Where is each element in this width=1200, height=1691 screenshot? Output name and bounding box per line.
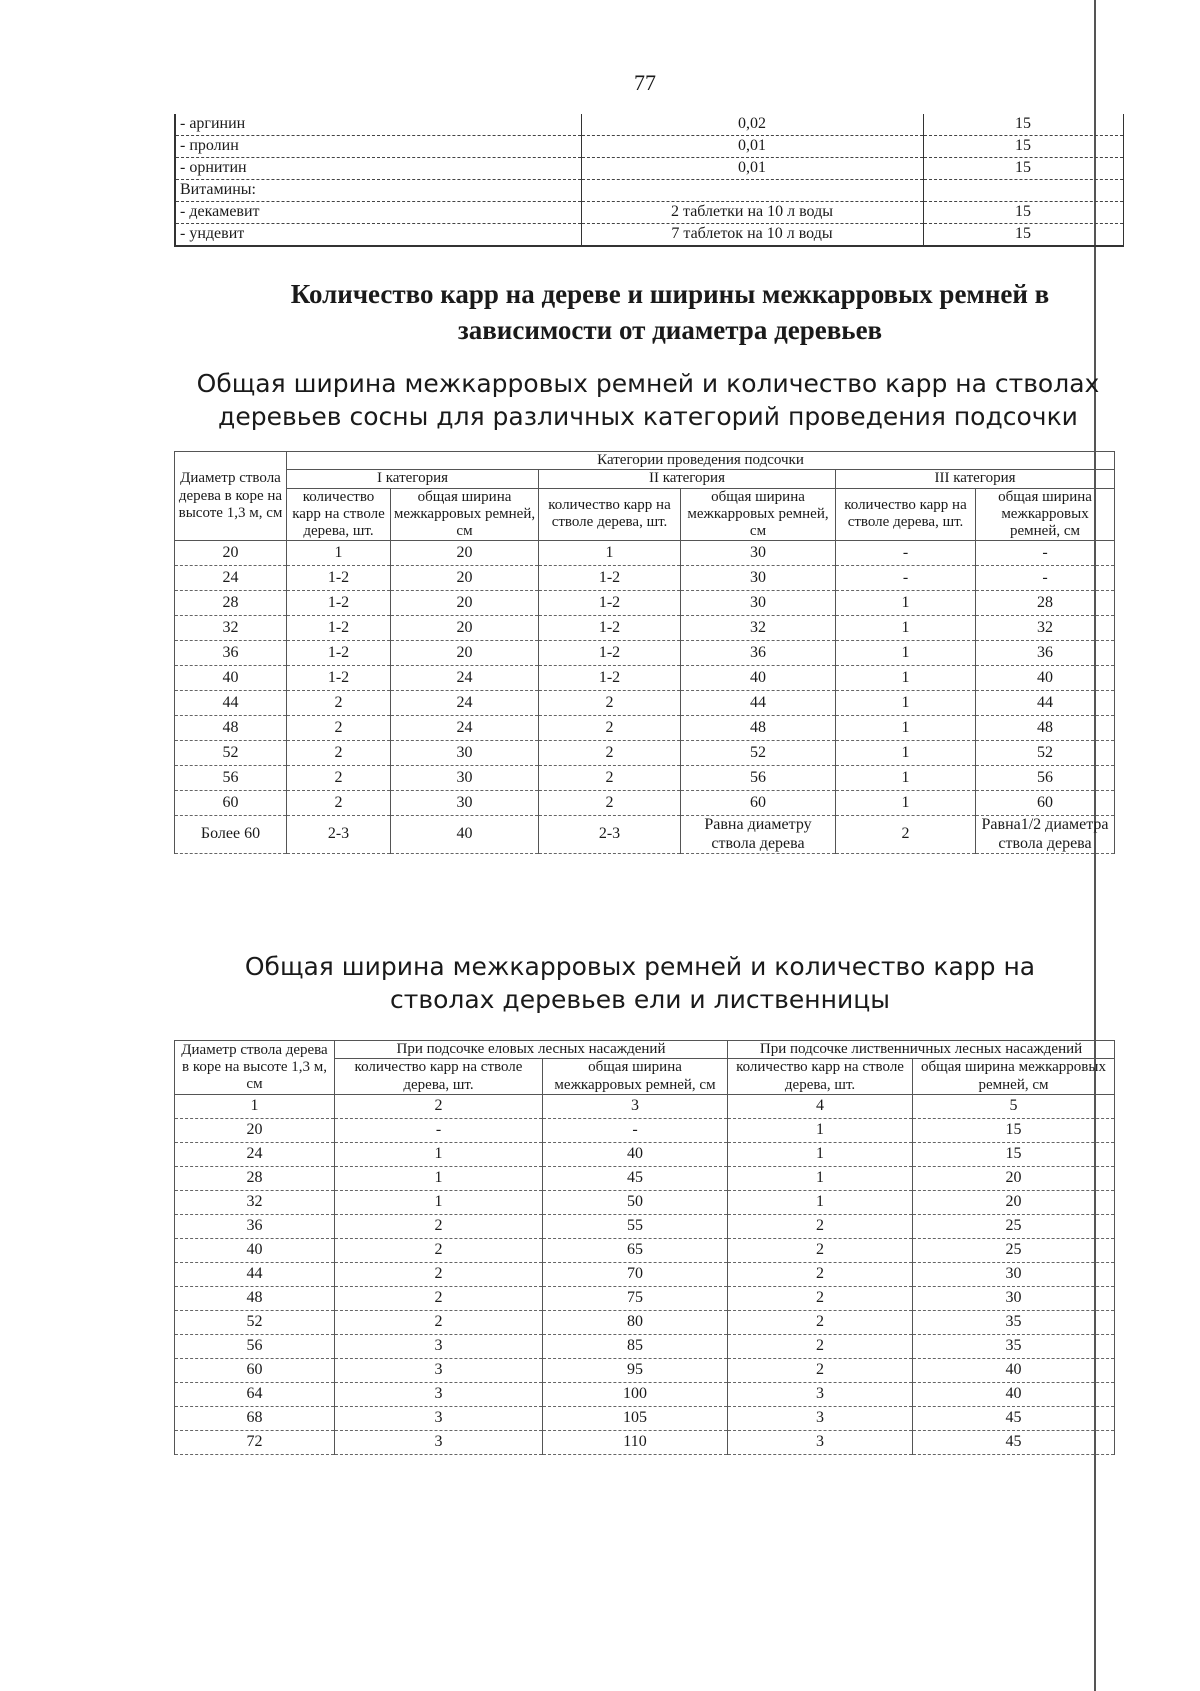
table-cell: 110 <box>543 1430 728 1454</box>
table-cell: 68 <box>175 1406 335 1430</box>
table-cell: 1-2 <box>539 641 681 666</box>
table-cell: 3 <box>728 1382 913 1406</box>
table-cell: 1 <box>836 666 976 691</box>
table-row <box>175 1430 1115 1454</box>
table-cell: - декамевит <box>175 202 581 224</box>
table-cell: 2 <box>539 791 681 816</box>
table-row <box>175 1166 1115 1190</box>
table-cell: 20 <box>391 541 539 566</box>
table-row <box>175 1334 1115 1358</box>
table-cell: 15 <box>913 1142 1115 1166</box>
table-row <box>175 1094 1115 1118</box>
pine-cat3-count-header: количество карр на стволе дерева, шт. <box>836 488 976 541</box>
table-cell: 32 <box>175 616 287 641</box>
table-cell: 2 <box>287 691 391 716</box>
table-cell: 2 <box>335 1238 543 1262</box>
pine-cat3-header: III категория <box>836 470 1115 488</box>
pine-col-diameter: Диаметр ствола дерева в коре на высоте 1,3 м, см <box>175 452 287 541</box>
table-cell: 60 <box>681 791 836 816</box>
table-cell: 2 <box>335 1094 543 1118</box>
table-cell: 2 <box>836 816 976 854</box>
table-cell: 3 <box>335 1406 543 1430</box>
table-cell: 1 <box>335 1142 543 1166</box>
larch-group-header: При подсочке лиственничных лесных насаждений <box>728 1041 1115 1059</box>
table-cell: 30 <box>391 766 539 791</box>
table-cell: 1 <box>836 691 976 716</box>
table-cell: 40 <box>913 1382 1115 1406</box>
table-cell: 60 <box>976 791 1115 816</box>
table-cell: 2 <box>728 1334 913 1358</box>
table-cell: - <box>836 566 976 591</box>
table-cell: 45 <box>913 1430 1115 1454</box>
table-cell: 30 <box>681 566 836 591</box>
table-cell: 20 <box>175 541 287 566</box>
table-cell: 20 <box>391 616 539 641</box>
table-cell: 55 <box>543 1214 728 1238</box>
table-cell: - <box>543 1118 728 1142</box>
spruce-width-header: общая ширина межкарровых ремней, см <box>543 1059 728 1095</box>
table-cell: 2 <box>728 1286 913 1310</box>
table-cell: 1 <box>836 741 976 766</box>
table-cell: 75 <box>543 1286 728 1310</box>
table-cell: 15 <box>913 1118 1115 1142</box>
pine-table-title: Общая ширина межкарровых ремней и количество карр на стволах деревьев сосны для различных категорий проведения подсочки <box>196 369 1100 431</box>
table-cell: 20 <box>391 566 539 591</box>
table-cell: 1-2 <box>539 591 681 616</box>
table-cell: 56 <box>175 1334 335 1358</box>
table-cell: - пролин <box>175 136 581 158</box>
larch-width-header: общая ширина межкарровых ремней, см <box>913 1059 1115 1095</box>
table-cell: 3 <box>728 1406 913 1430</box>
table-cell: 2 <box>287 741 391 766</box>
table-cell: 80 <box>543 1310 728 1334</box>
table-cell: 1 <box>728 1142 913 1166</box>
spruce-group-header: При подсочке еловых лесных насаждений <box>335 1041 728 1059</box>
table-cell: - орнитин <box>175 158 581 180</box>
table-row <box>175 1190 1115 1214</box>
table-cell: 85 <box>543 1334 728 1358</box>
table-cell: 60 <box>175 1358 335 1382</box>
table-cell: 1 <box>836 766 976 791</box>
table-cell: 100 <box>543 1382 728 1406</box>
table-cell: 40 <box>175 666 287 691</box>
table-cell: 0,02 <box>581 114 923 136</box>
table-cell: 44 <box>175 1262 335 1286</box>
table-cell: 95 <box>543 1358 728 1382</box>
table-cell: 20 <box>913 1190 1115 1214</box>
table-cell: 2 <box>539 741 681 766</box>
table-cell: 45 <box>543 1166 728 1190</box>
pine-cat2-width-header: общая ширина межкарровых ремней, см <box>681 488 836 541</box>
table-cell: 52 <box>681 741 836 766</box>
table-cell: 2 <box>728 1214 913 1238</box>
table-cell: 2 таблетки на 10 л воды <box>581 202 923 224</box>
larch-count-header: количество карр на стволе дерева, шт. <box>728 1059 913 1095</box>
table-row <box>175 741 1115 766</box>
table-cell: 2 <box>287 716 391 741</box>
table-cell: 30 <box>391 791 539 816</box>
table-row <box>175 1214 1115 1238</box>
table-cell: 2 <box>539 691 681 716</box>
table-row <box>175 641 1115 666</box>
table-row <box>175 1262 1115 1286</box>
table-cell: 52 <box>175 1310 335 1334</box>
table-cell: 40 <box>913 1358 1115 1382</box>
table-cell: 72 <box>175 1430 335 1454</box>
table-row <box>175 180 1123 202</box>
table-cell: 4 <box>728 1094 913 1118</box>
table-cell: 2 <box>335 1214 543 1238</box>
table-cell: 2 <box>287 766 391 791</box>
table-cell: 0,01 <box>581 136 923 158</box>
pine-cat1-count-header: количество карр на стволе дерева, шт. <box>287 488 391 541</box>
table-cell: 1-2 <box>539 666 681 691</box>
table-cell: - ундевит <box>175 224 581 247</box>
table-cell: 44 <box>681 691 836 716</box>
table-cell: 15 <box>923 114 1123 136</box>
table-cell: 32 <box>976 616 1115 641</box>
table-cell: 32 <box>681 616 836 641</box>
table-cell: 24 <box>175 1142 335 1166</box>
table-row <box>175 1286 1115 1310</box>
table-row <box>175 566 1115 591</box>
table-cell: 1-2 <box>287 641 391 666</box>
table-cell: 30 <box>391 741 539 766</box>
pine-table <box>174 451 1115 854</box>
table-cell: 1 <box>836 716 976 741</box>
table-cell: - <box>836 541 976 566</box>
table-cell: 35 <box>913 1310 1115 1334</box>
table-cell: 2 <box>539 766 681 791</box>
table-cell: 1 <box>287 541 391 566</box>
table-cell: 1 <box>335 1166 543 1190</box>
table-row <box>175 616 1115 641</box>
table-cell: 1 <box>836 791 976 816</box>
table-row <box>175 1358 1115 1382</box>
table-cell: 20 <box>913 1166 1115 1190</box>
table-cell: 48 <box>681 716 836 741</box>
table-cell: 2 <box>335 1262 543 1286</box>
table-cell: 1-2 <box>287 566 391 591</box>
table-row <box>175 1238 1115 1262</box>
table-row <box>175 114 1123 136</box>
table-cell: 2 <box>539 716 681 741</box>
table-cell: 1-2 <box>287 591 391 616</box>
table-cell: 45 <box>913 1406 1115 1430</box>
table-cell: 105 <box>543 1406 728 1430</box>
table-cell: 36 <box>681 641 836 666</box>
table-cell: 28 <box>175 1166 335 1190</box>
table-cell: 32 <box>175 1190 335 1214</box>
table-cell: 65 <box>543 1238 728 1262</box>
table-cell: Равна диаметру ствола дерева <box>681 816 836 854</box>
table-row <box>175 224 1123 247</box>
table-cell: 20 <box>391 591 539 616</box>
table-cell: 28 <box>976 591 1115 616</box>
spruce-col-diameter: Диаметр ствола дерева в коре на высоте 1,3 м, см <box>175 1041 335 1095</box>
table-cell: 48 <box>175 716 287 741</box>
table-row <box>175 541 1115 566</box>
table-cell: 36 <box>976 641 1115 666</box>
table-row <box>175 1382 1115 1406</box>
table-cell: Более 60 <box>175 816 287 854</box>
table-cell: Равна1/2 диаметра ствола дерева <box>976 816 1115 854</box>
table-cell: 2 <box>728 1238 913 1262</box>
table-cell: 2 <box>335 1310 543 1334</box>
section-heading: Количество карр на дереве и ширины межкарровых ремней в зависимости от диаметра деревьев <box>290 279 1050 345</box>
pine-cat3-width-header: общая ширина межкарровых ремней, см <box>976 488 1115 541</box>
table-cell: 24 <box>175 566 287 591</box>
table-cell: 3 <box>728 1430 913 1454</box>
table-cell: 30 <box>913 1286 1115 1310</box>
table-cell: 1 <box>175 1094 335 1118</box>
table-cell: 0,01 <box>581 158 923 180</box>
table-cell: - <box>976 541 1115 566</box>
table-row <box>175 158 1123 180</box>
table-cell: 2 <box>287 791 391 816</box>
table-cell: 1-2 <box>539 566 681 591</box>
table-cell: 3 <box>335 1358 543 1382</box>
table-row <box>175 1142 1115 1166</box>
spruce-larch-table <box>174 1040 1115 1455</box>
table-cell: - <box>976 566 1115 591</box>
pine-cat1-width-header: общая ширина межкарровых ремней, см <box>391 488 539 541</box>
table-cell: 15 <box>923 136 1123 158</box>
table-row <box>175 716 1115 741</box>
table-cell: - <box>335 1118 543 1142</box>
table-cell: 40 <box>976 666 1115 691</box>
table-cell: 1-2 <box>539 616 681 641</box>
amino-vitamin-table <box>174 114 1124 247</box>
table-cell: 44 <box>976 691 1115 716</box>
table-cell <box>923 180 1123 202</box>
table-cell: 1 <box>836 616 976 641</box>
table-cell: 44 <box>175 691 287 716</box>
table-cell: 2 <box>728 1262 913 1286</box>
pine-cat2-header: II категория <box>539 470 836 488</box>
table-cell: 1 <box>539 541 681 566</box>
table-row <box>175 691 1115 716</box>
table-cell: 1 <box>728 1118 913 1142</box>
table-cell: 2-3 <box>287 816 391 854</box>
table-cell: 48 <box>976 716 1115 741</box>
table-cell: 40 <box>391 816 539 854</box>
table-cell: 56 <box>976 766 1115 791</box>
pine-cat1-header: I категория <box>287 470 539 488</box>
table-cell: 2 <box>728 1310 913 1334</box>
table-cell: Витамины: <box>175 180 581 202</box>
table-cell: 1 <box>728 1190 913 1214</box>
table-cell: 2 <box>728 1358 913 1382</box>
table-cell: 50 <box>543 1190 728 1214</box>
table-cell: 30 <box>913 1262 1115 1286</box>
table-cell: 1 <box>728 1166 913 1190</box>
table-cell: 1-2 <box>287 666 391 691</box>
table-cell: 30 <box>681 591 836 616</box>
table-cell: 36 <box>175 641 287 666</box>
table-cell: 40 <box>543 1142 728 1166</box>
table-cell: 1 <box>335 1190 543 1214</box>
table-cell <box>581 180 923 202</box>
table-cell: 3 <box>543 1094 728 1118</box>
table-row <box>175 766 1115 791</box>
table-cell: 24 <box>391 691 539 716</box>
spruce-table-title: Общая ширина межкарровых ремней и количество карр на стволах деревьев ели и лиственницы <box>244 952 1036 1014</box>
table-cell: 70 <box>543 1262 728 1286</box>
table-cell: 2 <box>335 1286 543 1310</box>
table-cell: 24 <box>391 666 539 691</box>
table-cell: 2-3 <box>539 816 681 854</box>
table-cell: 1-2 <box>287 616 391 641</box>
table-cell: 20 <box>391 641 539 666</box>
table-row <box>175 791 1115 816</box>
table-row <box>175 136 1123 158</box>
table-cell: 40 <box>175 1238 335 1262</box>
table-row <box>175 816 1115 854</box>
table-cell: 3 <box>335 1430 543 1454</box>
table-cell: 15 <box>923 158 1123 180</box>
table-cell: 52 <box>175 741 287 766</box>
table-row <box>175 591 1115 616</box>
table-row <box>175 666 1115 691</box>
table-row <box>175 202 1123 224</box>
table-cell: 56 <box>681 766 836 791</box>
table-cell: 3 <box>335 1382 543 1406</box>
table-cell: 30 <box>681 541 836 566</box>
pine-cat2-count-header: количество карр на стволе дерева, шт. <box>539 488 681 541</box>
table-cell: 36 <box>175 1214 335 1238</box>
table-row <box>175 1406 1115 1430</box>
table-cell: 48 <box>175 1286 335 1310</box>
table-row <box>175 1118 1115 1142</box>
table-cell: 3 <box>335 1334 543 1358</box>
table-cell: 15 <box>923 224 1123 247</box>
page-number: 77 <box>634 70 656 95</box>
table-cell: 64 <box>175 1382 335 1406</box>
table-cell: 60 <box>175 791 287 816</box>
pine-group-header: Категории проведения подсочки <box>287 452 1115 470</box>
table-row <box>175 1310 1115 1334</box>
table-cell: 1 <box>836 641 976 666</box>
table-cell: 52 <box>976 741 1115 766</box>
table-cell: 1 <box>836 591 976 616</box>
table-cell: 40 <box>681 666 836 691</box>
table-cell: 24 <box>391 716 539 741</box>
table-cell: 25 <box>913 1214 1115 1238</box>
table-cell: - аргинин <box>175 114 581 136</box>
table-cell: 35 <box>913 1334 1115 1358</box>
table-cell: 15 <box>923 202 1123 224</box>
table-cell: 7 таблеток на 10 л воды <box>581 224 923 247</box>
table-cell: 28 <box>175 591 287 616</box>
table-cell: 25 <box>913 1238 1115 1262</box>
table-cell: 56 <box>175 766 287 791</box>
table-cell: 5 <box>913 1094 1115 1118</box>
table-cell: 20 <box>175 1118 335 1142</box>
spruce-count-header: количество карр на стволе дерева, шт. <box>335 1059 543 1095</box>
